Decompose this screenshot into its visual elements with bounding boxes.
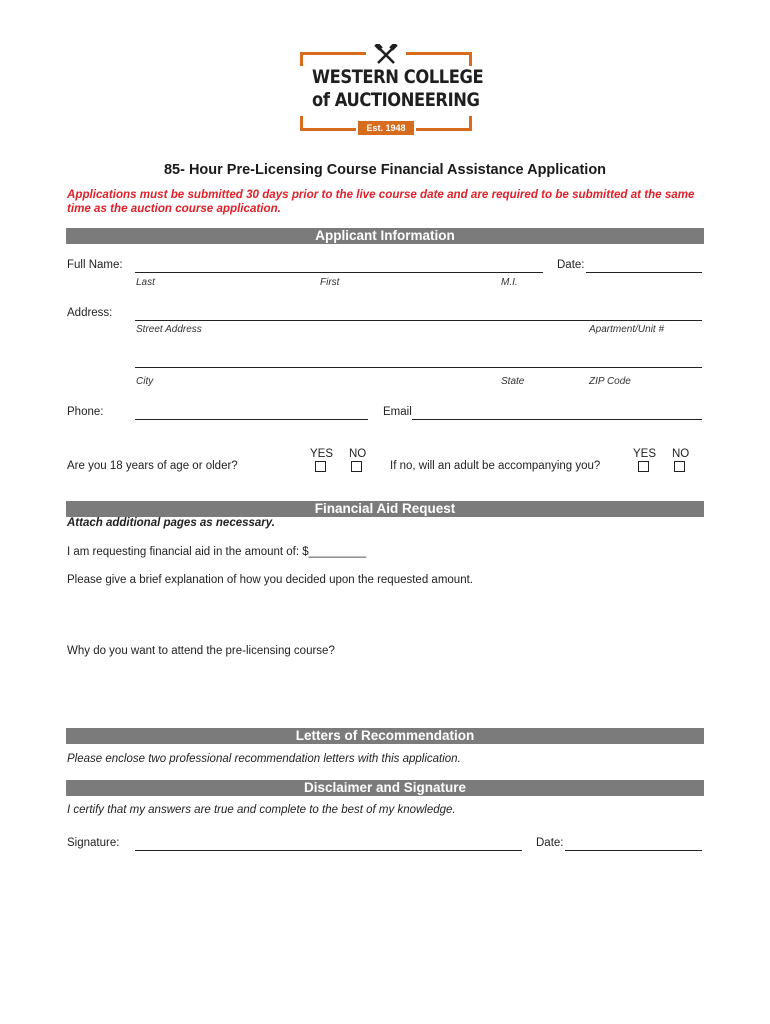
logo-est-badge: Est. 1948	[358, 121, 414, 135]
logo-bottom-left-rule	[300, 128, 356, 131]
last-name-caption: Last	[136, 277, 155, 288]
date-label: Date:	[557, 259, 585, 271]
street-address-field[interactable]	[135, 320, 702, 321]
adult-no-checkbox[interactable]	[674, 461, 685, 472]
submission-notice: Applications must be submitted 30 days prior to the live course date and are required to be submitted at the same time as the auction course application.	[67, 188, 695, 215]
adult-yes-label: YES	[633, 448, 657, 460]
city-caption: City	[136, 376, 154, 387]
section-applicant-information: Applicant Information	[66, 228, 704, 244]
full-name-field[interactable]	[135, 272, 543, 273]
signature-date-field[interactable]	[565, 850, 702, 851]
phone-label: Phone:	[67, 406, 104, 418]
signature-field[interactable]	[135, 850, 522, 851]
state-caption: State	[501, 376, 525, 387]
phone-field[interactable]	[135, 419, 368, 420]
logo-line1: WESTERN COLLEGE	[312, 66, 484, 88]
adult-question: If no, will an adult be accompanying you?	[390, 460, 601, 472]
section-disclaimer-and-signature: Disclaimer and Signature	[66, 780, 704, 796]
logo-right-bottom-bracket	[469, 116, 472, 131]
signature-date-label: Date:	[536, 837, 564, 849]
date-field[interactable]	[586, 272, 702, 273]
crossed-gavels-icon	[374, 44, 398, 64]
age-yes-label: YES	[310, 448, 334, 460]
apartment-unit-caption: Apartment/Unit #	[589, 324, 665, 335]
address-label: Address:	[67, 307, 113, 319]
full-name-label: Full Name:	[67, 259, 123, 271]
college-logo	[300, 44, 484, 136]
section-letters-of-recommendation: Letters of Recommendation	[66, 728, 704, 744]
why-attend-prompt: Why do you want to attend the pre-licensing course?	[67, 645, 335, 657]
adult-no-label: NO	[672, 448, 690, 460]
page-title: 85- Hour Pre-Licensing Course Financial Assistance Application	[163, 162, 607, 178]
logo-left-bottom-bracket	[300, 116, 303, 131]
signature-label: Signature:	[67, 837, 120, 849]
age-yes-checkbox[interactable]	[315, 461, 326, 472]
middle-initial-caption: M.I.	[501, 277, 518, 288]
logo-bottom-right-rule	[416, 128, 472, 131]
logo-left-bracket	[300, 52, 303, 66]
adult-yes-checkbox[interactable]	[638, 461, 649, 472]
street-address-caption: Street Address	[136, 324, 202, 335]
logo-line2: of AUCTIONEERING	[312, 89, 480, 111]
age-no-label: NO	[349, 448, 367, 460]
email-label: Email	[383, 406, 412, 418]
logo-top-right-rule	[406, 52, 472, 55]
zip-code-caption: ZIP Code	[589, 376, 631, 387]
logo-right-bracket	[469, 52, 472, 66]
recommendation-note: Please enclose two professional recommendation letters with this application.	[67, 753, 461, 765]
email-field[interactable]	[412, 419, 702, 420]
city-state-zip-field[interactable]	[135, 367, 702, 368]
logo-top-left-rule	[300, 52, 366, 55]
explanation-prompt: Please give a brief explanation of how you decided upon the requested amount.	[67, 574, 473, 586]
section-financial-aid-request: Financial Aid Request	[66, 501, 704, 517]
age-no-checkbox[interactable]	[351, 461, 362, 472]
age-question: Are you 18 years of age or older?	[67, 460, 238, 472]
certification-statement: I certify that my answers are true and complete to the best of my knowledge.	[67, 804, 456, 816]
attach-pages-note: Attach additional pages as necessary.	[67, 517, 275, 529]
aid-amount-line[interactable]: I am requesting financial aid in the amount of: $_________	[67, 546, 367, 558]
first-name-caption: First	[320, 277, 340, 288]
